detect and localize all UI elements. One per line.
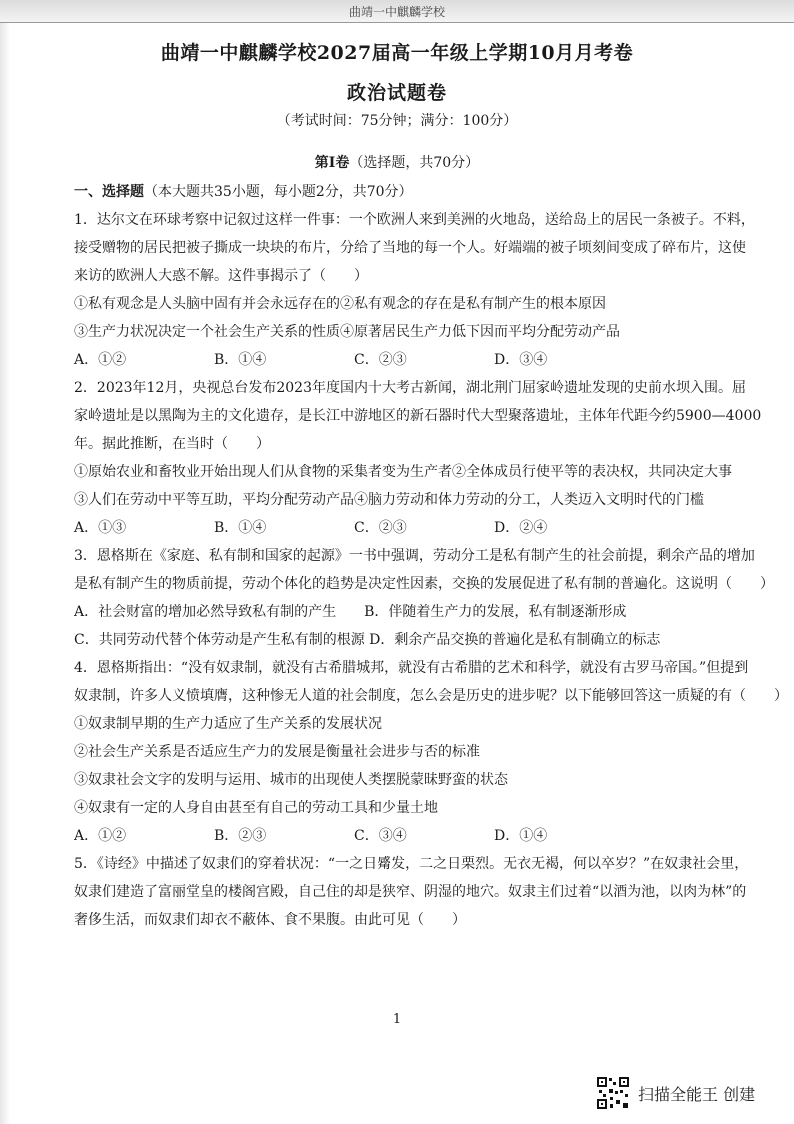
- question-text-line: 1．达尔文在环球考察中记叙过这样一件事：一个欧洲人来到美洲的火地岛，送给岛上的居民一条被子。不料，: [74, 212, 755, 228]
- question-5: [74, 850, 774, 934]
- exam-info: （考试时间：75分钟；满分：100分）: [276, 113, 518, 129]
- answer-option: B．①④: [214, 520, 267, 536]
- question-text-line: 接受赠物的居民把被子撕成一块块的布片，分给了当地的每一个人。好端端的被子顷刻间变成了碎布片，这使: [74, 240, 746, 256]
- answer-options: [74, 822, 774, 850]
- answer-option: D．③④: [494, 352, 548, 368]
- question-text-line: 奴隶们建造了富丽堂皇的楼阁宫殿，自己住的却是狭窄、阴湿的地穴。奴隶主们过着“以酒为池，以肉为林”的: [74, 884, 747, 900]
- question-text-line: ①原始农业和畜牧业开始出现人们从食物的采集者变为生产者②全体成员行使平等的表决权，共同决定大事: [74, 464, 732, 480]
- answer-option: A．①③: [74, 520, 127, 536]
- question-text-line: ②社会生产关系是否适应生产力的发展是衡量社会进步与否的标准: [74, 744, 480, 760]
- question-text-line: ③人们在劳动中平等互助，平均分配劳动产品④脑力劳动和体力劳动的分工，人类迈入文明时代的门槛: [74, 492, 704, 508]
- answer-options: [74, 346, 774, 374]
- question-text-line: 2．2023年12月，央视总台发布2023年度国内十大考古新闻，湖北荆门屈家岭遗址发现的史前水坝入围。屈: [74, 380, 746, 396]
- question-text-line: 3．恩格斯在《家庭、私有制和国家的起源》一书中强调，劳动分工是私有制产生的社会前提，剩余产品的增加: [74, 548, 755, 564]
- exam-title: 曲靖一中麒麟学校2027届高一年级上学期10月月考卷: [160, 42, 634, 64]
- question-text-line: ③奴隶社会文字的发明与运用、城市的出现使人类摆脱蒙昧野蛮的状态: [74, 772, 508, 788]
- question-text-line: 5．《诗经》中描述了奴隶们的穿着状况：“一之日觱发，二之日栗烈。无衣无褐，何以卒岁？”在奴隶社会里，: [74, 856, 749, 872]
- answer-option: B．①④: [214, 352, 267, 368]
- answer-option: D．①④: [494, 828, 548, 844]
- question-text-line: 来访的欧洲人大惑不解。这件事揭示了（ ）: [74, 268, 368, 284]
- exam-subtitle: 政治试题卷: [346, 82, 447, 104]
- answer-option: C．②③: [354, 520, 407, 536]
- scanner-watermark-text: 扫描全能王 创建: [638, 1084, 756, 1104]
- part-title: [0, 152, 794, 172]
- question-2: [74, 374, 774, 542]
- question-text-line: ①私有观念是人头脑中固有并会永远存在的②私有观念的存在是私有制产生的根本原因: [74, 296, 606, 312]
- answer-option: B．②③: [214, 828, 267, 844]
- question-3: [74, 542, 774, 654]
- question-text-line: A．社会财富的增加必然导致私有制的产生 B．伴随着生产力的发展，私有制逐渐形成: [74, 604, 627, 620]
- question-text-line: 是私有制产生的物质前提，劳动个体化的趋势是决定性因素，交换的发展促进了私有制的普遍化。这说明（ ）: [74, 576, 774, 592]
- answer-option: A．①②: [74, 352, 127, 368]
- question-text-line: 家岭遗址是以黑陶为主的文化遗存，是长江中游地区的新石器时代大型聚落遗址，主体年代距今约5900—4000: [74, 408, 762, 424]
- section-heading-rest: （本大题共35小题，每小题2分，共70分）: [144, 184, 413, 200]
- part-title-rest: （选择题，共70分）: [349, 155, 480, 171]
- answer-option: A．①②: [74, 828, 127, 844]
- scanner-watermark: [596, 1076, 755, 1110]
- header-school-name: 曲靖一中麒麟学校: [348, 5, 445, 19]
- answer-option: C．③④: [354, 828, 407, 844]
- page-number: 1: [392, 1012, 402, 1027]
- section-heading: [74, 178, 774, 206]
- section-heading-bold: 一、选择题: [74, 184, 144, 200]
- question-text-line: ④奴隶有一定的人身自由甚至有自己的劳动工具和少量土地: [74, 800, 438, 816]
- question-text-line: 奴隶制，许多人义愤填膺，这种惨无人道的社会制度，怎么会是历史的进步呢？以下能够回答这一质疑的有（ ）: [74, 688, 788, 704]
- question-text-line: 奢侈生活，而奴隶们却衣不蔽体、食不果腹。由此可见（ ）: [74, 912, 466, 928]
- question-1: [74, 206, 774, 374]
- question-text-line: C．共同劳动代替个体劳动是产生私有制的根源 D．剩余产品交换的普遍化是私有制确立的标志: [74, 632, 661, 648]
- question-4: [74, 654, 788, 850]
- question-text-line: 年。据此推断，在当时（ ）: [74, 436, 270, 452]
- question-text-line: ①奴隶制早期的生产力适应了生产关系的发展状况: [74, 716, 382, 732]
- answer-options: [74, 514, 774, 542]
- question-text-line: 4．恩格斯指出：“没有奴隶制，就没有古希腊城邦，就没有古希腊的艺术和科学，就没有古罗马帝国。”但提到: [74, 660, 749, 676]
- part-title-bold: 第Ⅰ卷: [314, 155, 350, 171]
- answer-option: D．②④: [494, 520, 548, 536]
- question-text-line: ③生产力状况决定一个社会生产关系的性质④原著居民生产力低下因而平均分配劳动产品: [74, 324, 620, 340]
- header-strip: [0, 0, 794, 23]
- question-content: [74, 178, 788, 934]
- question-list: [74, 206, 788, 934]
- answer-option: C．②③: [354, 352, 407, 368]
- qr-code-icon: [596, 1076, 630, 1110]
